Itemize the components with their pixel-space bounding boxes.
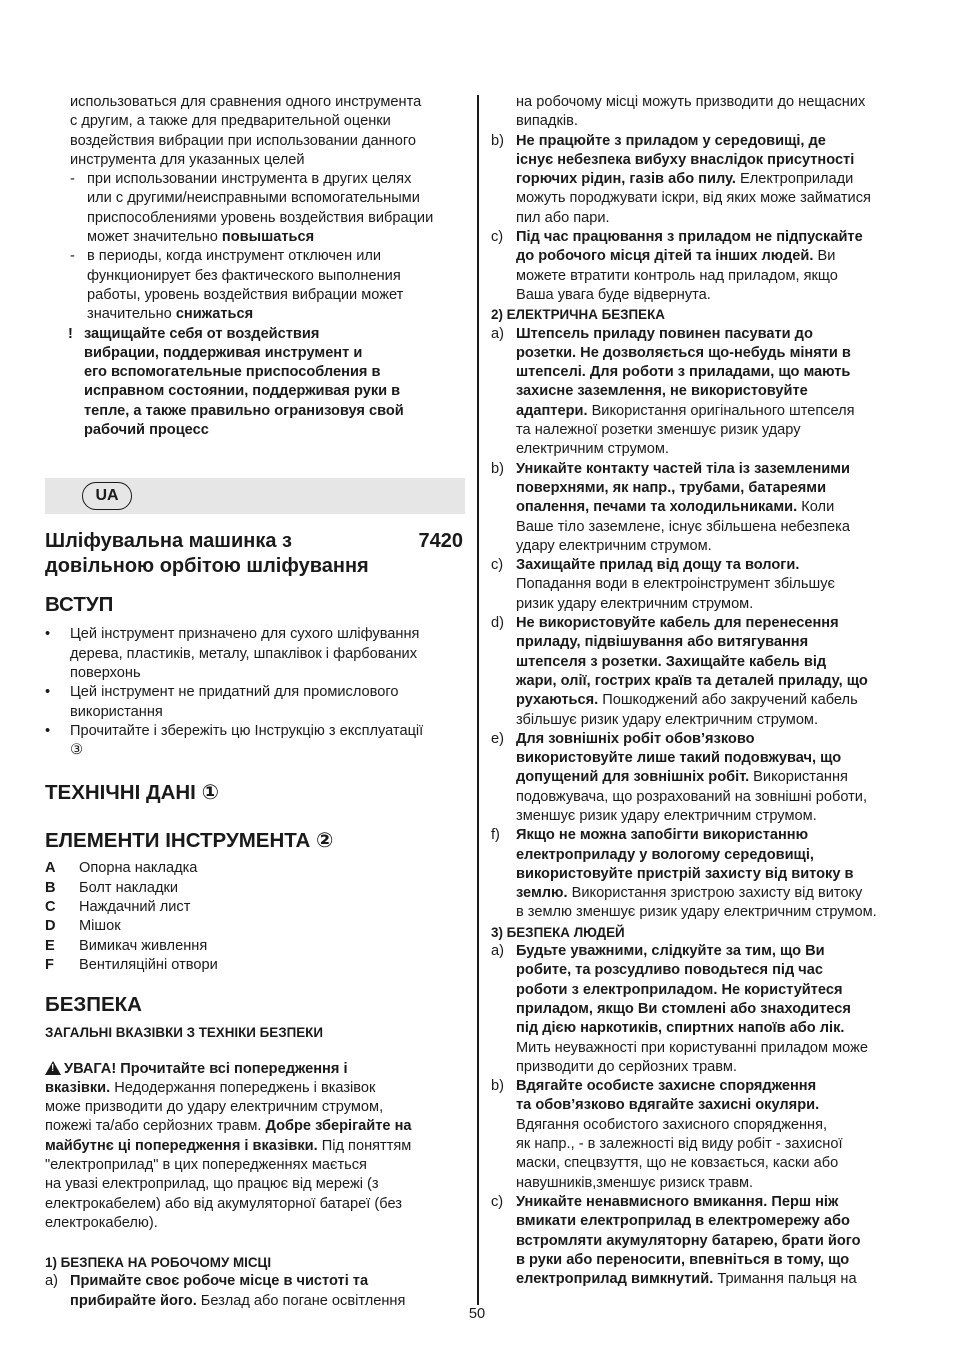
text-run: Пошкоджений або закручений кабель <box>598 692 858 709</box>
text-line: на увазі електроприлад, що працює від мережі (з <box>45 1176 379 1193</box>
bold-run: захисне заземлення, не використовуйте <box>516 383 808 400</box>
text-line: пил або пари. <box>516 209 610 226</box>
safety-item <box>491 614 916 730</box>
text-line: исправном состоянии, поддерживая руки в <box>84 383 401 400</box>
text-line <box>516 1077 916 1096</box>
text-run: Безлад або погане освітлення <box>196 1292 406 1309</box>
text-line: Цей інструмент призначено для сухого шліфування <box>70 626 420 643</box>
bold-run: жари, олії, гострих країв та деталей приладу, що <box>516 672 868 689</box>
bold-run: існує небезпека вибуху внаслідок присутності <box>516 151 855 168</box>
text-run: значительно <box>87 306 176 323</box>
text-line <box>516 556 916 575</box>
text-line <box>45 1060 465 1079</box>
bold-run: Захищайте прилад від дощу та вологи. <box>516 557 800 574</box>
text-line: поверхонь <box>70 664 141 681</box>
text-line: ризик удару електричним струмом. <box>516 595 754 612</box>
bold-run: роботи з електроприладом. Не користуйтеся <box>516 981 843 998</box>
text-line: Ваше тіло заземлене, існує збільшена небезпека <box>516 518 850 535</box>
page-number: 50 <box>468 1306 486 1322</box>
text-line <box>516 961 916 980</box>
item-marker: d) <box>491 615 504 632</box>
dash-marker: - <box>70 171 75 188</box>
legend-key: B <box>45 879 56 896</box>
text-run: Недодержання попереджень і вказівок <box>110 1079 376 1096</box>
bold-run: землю. <box>516 885 568 902</box>
legend-label: Вентиляційні отвори <box>79 956 218 973</box>
text-line <box>516 1212 916 1231</box>
text-line: Попадання води в електроінструмент збільшує <box>516 576 835 593</box>
text-line <box>516 865 916 884</box>
bold-run: Для зовнішніх робіт обов’язково <box>516 730 755 747</box>
safety-item <box>491 325 916 460</box>
text-line: використання <box>70 703 163 720</box>
text-line <box>516 730 916 749</box>
text-line: удару електричним струмом. <box>516 537 712 554</box>
dash-marker: - <box>70 248 75 265</box>
text-line <box>45 1117 465 1136</box>
text-line: навушників,зменшує ризиск травм. <box>516 1174 754 1191</box>
text-line: призводити до серйозних травм. <box>516 1058 737 1075</box>
bold-run: горючих рідин, газів або пилу. <box>516 171 736 188</box>
workplace-safety-heading: 1) БЕЗПЕКА НА РОБОЧОМУ МІСЦІ <box>45 1255 272 1271</box>
text-run: Коли <box>797 499 835 516</box>
bold-run: в руки або переносити, впевніться в тому, що <box>516 1251 850 1268</box>
text-line: електричним струмом. <box>516 441 669 458</box>
text-line: електрокабелем) або від акумуляторної батареї (без <box>45 1195 402 1212</box>
legend-item <box>45 898 465 917</box>
bold-run: Уникайте контакту частей тіла із заземленими <box>516 460 850 477</box>
bold-run: допущений для зовнішніх робіт. <box>516 769 750 786</box>
item-marker: b) <box>491 132 504 149</box>
legend-key: C <box>45 899 56 916</box>
bullet-item <box>45 683 465 722</box>
text-line: збільшує ризик удару електричним струмом. <box>516 711 819 728</box>
legend-key: F <box>45 956 54 973</box>
safety-item <box>491 556 916 614</box>
bold-run: вмикати електроприлад в електромережу або <box>516 1213 850 1230</box>
bold-run: УВАГА! Прочитайте всі попередження і <box>64 1060 348 1077</box>
left-column <box>45 93 465 1311</box>
text-line <box>516 653 916 672</box>
legend-item <box>45 937 465 956</box>
legend-label: Болт накладки <box>79 879 179 896</box>
legend-key: D <box>45 918 56 935</box>
legend-item <box>45 917 465 936</box>
text-line <box>516 228 916 247</box>
text-line: тепле, а также правильно огранизовуя свой <box>84 402 404 419</box>
text-run: Ви <box>813 248 836 265</box>
legend-item <box>45 859 465 878</box>
attention-paragraph <box>45 1060 465 1234</box>
text-line: работы, уровень воздействия вибрации может <box>87 286 404 303</box>
text-line: Ваша увага буде відвернута. <box>516 286 711 303</box>
text-line: приспособлениями уровень воздействия вибрации <box>87 209 434 226</box>
bold-run: робите, та розсудливо поводьтеся під час <box>516 962 823 979</box>
bold-run: опалення, печами та холодильниками. <box>516 499 798 516</box>
text-line <box>516 768 916 787</box>
safety-item <box>491 132 916 228</box>
text-line: та належної розетки зменшує ризик удару <box>516 422 801 439</box>
item-marker: b) <box>491 1078 504 1095</box>
text-run: Використання <box>749 769 848 786</box>
bold-run: Не працюйте з приладом у середовищі, де <box>516 132 826 149</box>
legend-key: E <box>45 937 55 954</box>
bold-run: майбутнє ці попередження і вказівки. <box>45 1137 318 1154</box>
text-line: ③ <box>70 742 84 759</box>
bold-run: прибирайте його. <box>70 1292 197 1309</box>
text-line: можете втратити контроль над приладом, якщо <box>516 267 838 284</box>
electrical-safety-heading: 2) ЕЛЕКТРИЧНА БЕЗПЕКА <box>491 307 665 323</box>
text-line <box>516 344 916 363</box>
text-line <box>516 1019 916 1038</box>
safety-item <box>491 942 916 1077</box>
continued-paragraph <box>491 93 916 132</box>
bold-run: Штепсель приладу повинен пасувати до <box>516 325 813 342</box>
bold-run: розетки. Не дозволяється що-небудь міняти в <box>516 344 851 361</box>
text-line: як напр., - в залежності від виду робіт - захисної <box>516 1136 843 1153</box>
text-line <box>516 691 916 710</box>
bullet-marker: • <box>45 684 51 701</box>
bold-run: електроприладу у вологому середовищі, <box>516 846 814 863</box>
text-line: Мить неуважності при користуванні приладом може <box>516 1039 868 1056</box>
text-line <box>516 170 916 189</box>
safety-item <box>491 730 916 826</box>
bold-run: електроприлад вимкнутий. <box>516 1271 714 1288</box>
bold-run: Уникайте ненавмисного вмикання. Перш ніж <box>516 1193 839 1210</box>
text-line <box>516 672 916 691</box>
text-line <box>87 228 465 247</box>
personal-safety-heading: 3) БЕЗПЕКА ЛЮДЕЙ <box>491 924 625 940</box>
text-line <box>516 325 916 344</box>
bold-run: до робочого місця дітей та інших людей. <box>516 248 814 265</box>
bullet-item <box>45 722 465 761</box>
text-line: випадків. <box>516 113 578 130</box>
legend-key: A <box>45 860 56 877</box>
text-line: Вдягання особистого захисного спорядження, <box>516 1116 828 1133</box>
text-line <box>516 942 916 961</box>
bold-run: адаптери. <box>516 402 588 419</box>
text-line <box>516 826 916 845</box>
bold-run: повышаться <box>221 229 315 246</box>
text-line: использоваться для сравнения одного инструмента <box>70 94 422 110</box>
text-line: на робочому місці можуть призводити до нещасних <box>516 94 866 110</box>
dash-item <box>45 170 465 247</box>
right-column <box>491 93 916 1289</box>
intro-paragraph <box>45 93 465 170</box>
text-line: зменшує ризик удару електричним струмом. <box>516 807 817 824</box>
item-marker: c) <box>491 557 504 574</box>
exclamation-icon: ! <box>68 325 73 342</box>
safety-item <box>491 1077 916 1193</box>
text-line <box>516 1000 916 1019</box>
text-line <box>87 305 465 324</box>
text-line: защищайте себя от воздействия <box>84 325 320 342</box>
general-safety-heading: ЗАГАЛЬНІ ВКАЗІВКИ З ТЕХНІКИ БЕЗПЕКИ <box>45 1025 323 1041</box>
bullet-item <box>45 625 465 683</box>
text-run: Використання зристрою захисту від витоку <box>567 885 863 902</box>
product-number: 7420 <box>418 530 463 553</box>
item-marker: e) <box>491 730 504 747</box>
text-line: дерева, пластиків, металу, шпаклівок і фарбованих <box>70 645 417 662</box>
bold-run: використовуйте лише такий подовжувач, що <box>516 750 842 767</box>
text-line: може призводити до удару електричним струмом, <box>45 1099 384 1116</box>
bold-run: рухаються. <box>516 692 599 709</box>
bold-run: та обов’язково вдягайте захисні окуляри. <box>516 1097 820 1114</box>
text-line: в землю зменшує ризик удару електричним струмом. <box>516 904 877 921</box>
bold-run: під дією наркотиків, спиртних напоїв або лік. <box>516 1020 845 1037</box>
text-line <box>516 151 916 170</box>
bold-run: вказівки. <box>45 1079 111 1096</box>
bold-run: Будьте уважними, слідкуйте за тим, що Ви <box>516 943 825 960</box>
text-line <box>516 633 916 652</box>
text-line <box>516 981 916 1000</box>
legend-label: Мішок <box>79 918 121 935</box>
text-line <box>516 749 916 768</box>
intro-bullets <box>45 625 465 760</box>
safety-heading: БЕЗПЕКА <box>45 993 142 1017</box>
legend-label: Опорна накладка <box>79 860 198 877</box>
parts-legend <box>45 859 465 975</box>
legend-item <box>45 879 465 898</box>
text-line: воздействия вибрации при использовании данного <box>70 132 416 149</box>
item-marker: c) <box>491 229 504 246</box>
item-marker: a) <box>45 1273 58 1290</box>
text-run: Електроприлади <box>735 171 854 188</box>
dash-item <box>45 247 465 324</box>
text-run: Тримання пальця на <box>713 1271 857 1288</box>
text-line <box>516 884 916 903</box>
legend-label: Наждачний лист <box>79 899 191 916</box>
text-line: или с другими/неисправными вспомогательными <box>87 190 420 207</box>
text-line: функционирует без фактического выполнения <box>87 267 401 284</box>
column-divider <box>477 95 479 1305</box>
bold-run: Добре зберігайте на <box>265 1118 412 1135</box>
text-line <box>516 498 916 517</box>
bold-run: Вдягайте особисте захисне спорядження <box>516 1078 817 1095</box>
warning-item <box>45 325 465 441</box>
language-badge: UA <box>82 482 132 510</box>
elements-heading: ЕЛЕМЕНТИ ІНСТРУМЕНТА ② <box>45 829 334 853</box>
text-line <box>45 1079 465 1098</box>
legend-item <box>45 956 465 975</box>
bold-run: приладом, якщо Ви стомлені або знаходитеся <box>516 1000 851 1017</box>
text-run: может значительно <box>87 229 222 246</box>
text-line <box>516 132 916 151</box>
text-line: електрокабелю). <box>45 1214 158 1231</box>
bold-run: використовуйте пристрій захисту від витоку в <box>516 865 854 882</box>
item-marker: f) <box>491 827 500 844</box>
text-line: с другим, а также для предварительной оценки <box>70 113 391 130</box>
text-line <box>516 1270 916 1289</box>
text-line <box>516 1232 916 1251</box>
bullet-marker: • <box>45 722 51 739</box>
legend-label: Вимикач живлення <box>79 937 208 954</box>
bold-run: встромляти акумуляторну батарею, брати його <box>516 1232 861 1249</box>
text-line <box>516 460 916 479</box>
text-line: вибрации, поддерживая инструмент и <box>84 344 363 361</box>
item-marker: a) <box>491 943 504 960</box>
bold-run: Примайте своє робоче місце в чистоті та <box>70 1273 369 1290</box>
text-run: Використання оригінального штепселя <box>587 402 855 419</box>
text-line <box>516 382 916 401</box>
bold-run: Не використовуйте кабель для перенесення <box>516 615 839 632</box>
safety-item <box>491 826 916 922</box>
title-line: Шліфувальна машинка з <box>45 530 292 553</box>
bold-run: штепселя з розетки. Захищайте кабель від <box>516 653 827 670</box>
bold-run: Якщо не можна запобігти використанню <box>516 827 809 844</box>
language-bar <box>45 478 465 514</box>
bold-run: штепселі. Для роботи з приладами, що мають <box>516 364 851 381</box>
text-line <box>516 1096 916 1115</box>
warning-triangle-icon <box>45 1061 61 1075</box>
item-marker: a) <box>491 325 504 342</box>
text-line <box>516 1193 916 1212</box>
safety-item <box>491 228 916 305</box>
text-line: его вспомогательные приспособления в <box>84 364 381 381</box>
bold-run: снижаться <box>175 306 254 323</box>
text-line <box>516 614 916 633</box>
text-line: в периоды, когда инструмент отключен или <box>87 248 382 265</box>
item-marker: c) <box>491 1193 504 1210</box>
text-line <box>516 363 916 382</box>
text-line: инструмента для указанных целей <box>70 151 305 168</box>
text-line <box>516 1251 916 1270</box>
text-run: пожежі та/або серйозних травм. <box>45 1118 266 1135</box>
product-title <box>45 529 465 579</box>
text-run: Під поняттям <box>317 1137 412 1154</box>
text-line <box>516 247 916 266</box>
text-line: Прочитайте і збережіть цю Інструкцію з експлуатації <box>70 722 424 739</box>
bold-run: приладу, підвішування або витягування <box>516 634 809 651</box>
safety-item <box>491 460 916 556</box>
text-line <box>516 402 916 421</box>
title-line: довільною орбітою шліфування <box>45 555 369 578</box>
text-line: рабочий процесс <box>84 422 209 439</box>
text-line: маски, спецвзуття, що не ковзається, каски або <box>516 1155 839 1172</box>
text-line <box>516 846 916 865</box>
item-marker: b) <box>491 460 504 477</box>
bold-run: поверхнями, як напр., трубами, батареями <box>516 479 827 496</box>
specs-heading: ТЕХНІЧНІ ДАНІ ① <box>45 781 219 805</box>
safety-item <box>491 1193 916 1289</box>
bold-run: Під час працювання з приладом не підпускайте <box>516 229 863 246</box>
text-line <box>516 479 916 498</box>
text-line: можуть породжувати іскри, від яких може займатися <box>516 190 871 207</box>
intro-heading: ВСТУП <box>45 593 114 617</box>
text-line <box>45 1137 465 1156</box>
text-line: подовжувача, що розрахований на зовнішні роботи, <box>516 788 868 805</box>
text-line: "електроприлад" в цих попередженнях мається <box>45 1156 367 1173</box>
text-line <box>70 1272 465 1291</box>
text-line: при использовании инструмента в других целях <box>87 171 412 188</box>
text-line: Цей інструмент не придатний для промислового <box>70 684 399 701</box>
bullet-marker: • <box>45 626 51 643</box>
